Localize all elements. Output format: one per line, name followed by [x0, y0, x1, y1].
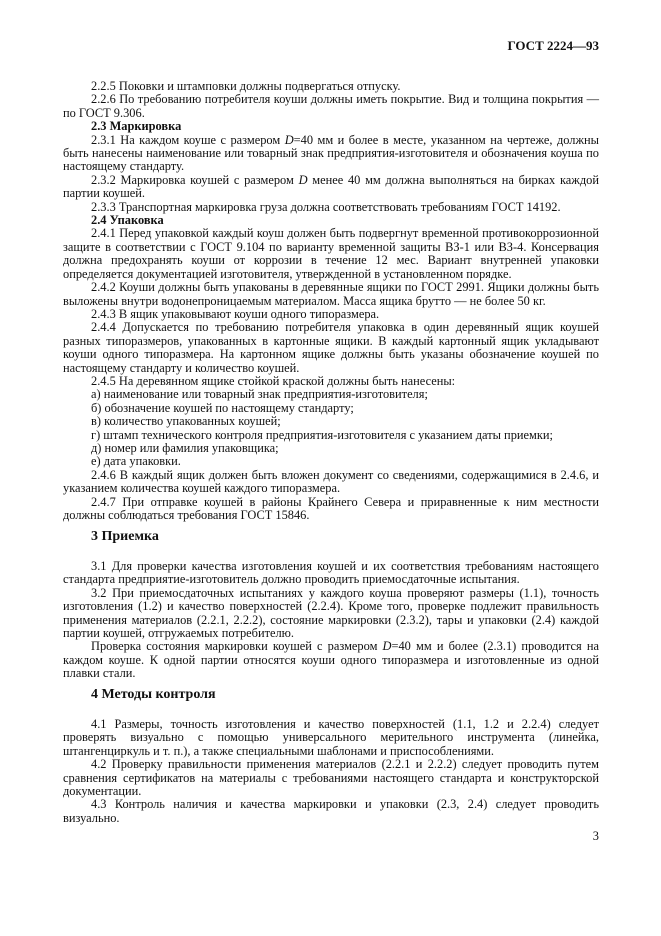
section-4-heading: 4 Методы контроля — [91, 687, 216, 702]
document-header: ГОСТ 2224—93 — [507, 38, 599, 53]
list-item: д) номер или фамилия упаковщика; — [91, 440, 279, 455]
page-number: 3 — [592, 829, 599, 843]
section-4 — [63, 687, 599, 825]
symbol-d: D — [298, 172, 308, 187]
section-2-continued — [63, 80, 599, 522]
paragraph-2-4-7: 2.4.7 При отправке коушей в районы Крайнего Севера и приравненные к ним местности должны соблюдаться требования ГОСТ 15846. — [63, 494, 599, 522]
list-item: в) количество упакованных коушей; — [91, 414, 281, 429]
paragraph-2-3-3: 2.3.3 Транспортная маркировка груза должна соответствовать требованиям ГОСТ 14192. — [91, 199, 561, 214]
paragraph-2-2-5: 2.2.5 Поковки и штамповки должны подвергаться отпуску. — [91, 79, 401, 93]
paragraph-3-1: 3.1 Для проверки качества изготовления коушей и их соответствия требованиям настоящего стандарта предприятие-изготовитель должно проводить приемосдаточные испытания. — [63, 559, 599, 587]
text: =40 мм и более в месте, указанном на чертеже, должны быть нанесены наименование или товарный знак предприятия-изготовителя и обозначения коуша по настоящему стандарту. — [63, 132, 599, 174]
subheading-2-4: 2.4 Упаковка — [91, 213, 164, 228]
paragraph-2-3-2 — [63, 174, 599, 201]
text: =40 мм и более (2.3.1) проводится на каждом коуше. К одной партии относятся коуши одного типоразмера и изготовленные из одной плавки стали. — [63, 639, 599, 681]
paragraph-3-2: 3.2 При приемосдаточных испытаниях у каждого коуша проверяют размеры (1.1), точность изготовления (1.2) и качество поверхностей (2.2.4). Кроме того, проверке подлежит правильность применения материалов (2.2.1, 2.2.2), состояние маркировки (2.3.2), тары и упаковки (2.4) каждой партии коушей, отгружаемых потребителю. — [63, 585, 599, 641]
text: менее 40 мм должна выполняться на бирках каждой партии коушей. — [63, 172, 600, 201]
paragraph-2-4-2: 2.4.2 Коуши должны быть упакованы в деревянные ящики по ГОСТ 2991. Ящики должны быть выложены внутри водонепроницаемым материалом. Масса ящика брутто — не более 50 кг. — [63, 280, 599, 308]
paragraph-2-4-5: 2.4.5 На деревянном ящике стойкой краской должны быть нанесены: — [91, 373, 456, 388]
paragraph-2-4-1: 2.4.1 Перед упаковкой каждый коуш должен быть подвергнут временной противокоррозионной защите в соответствии с ГОСТ 9.104 по варианту временной защиты ВЗ-1 или ВЗ-4. Консервация должна предохранять коуши от коррозии в течение 12 мес. Вариант внутренней упаковки определяется документацией изготовителя, утвержденной в установленном порядке. — [63, 226, 599, 281]
paragraph-3-3 — [63, 640, 599, 680]
list-item: е) дата упаковки. — [91, 454, 181, 469]
subheading-2-3: 2.3 Маркировка — [91, 119, 182, 134]
paragraph-4-3: 4.3 Контроль наличия и качества маркировки и упаковки (2.3, 2.4) следует проводить визуально. — [63, 797, 599, 825]
list-item: а) наименование или товарный знак предприятия-изготовителя; — [91, 387, 428, 402]
paragraph-2-2-6: 2.2.6 По требованию потребителя коуши должны иметь покрытие. Вид и толщина покрытия — по ГОСТ 9.306. — [63, 92, 599, 120]
paragraph-4-2: 4.2 Проверку правильности применения материалов (2.2.1 и 2.2.2) следует проводить путем сравнения сертификатов на материалы с требованиями настоящего стандарта и конструкторской документации. — [63, 757, 599, 799]
paragraph-4-1: 4.1 Размеры, точность изготовления и качество поверхностей (1.1, 1.2 и 2.2.4) следует проверять визуально с помощью универсального мерительного инструмента (линейка, штангенциркуль и т. п.), а также специальными шаблонами и приспособлениями. — [63, 717, 599, 758]
paragraph-2-4-4: 2.4.4 Допускается по требованию потребителя упаковка в один деревянный ящик коушей разных типоразмеров, упакованных в картонные ящики. В каждый картонный ящик укладывают коуши одного типоразмера. На картонном ящике должны быть указаны обозначение коушей по настоящему стандарту и количество коушей. — [63, 320, 599, 375]
section-3 — [63, 529, 599, 681]
paragraph-2-4-3: 2.4.3 В ящик упаковывают коуши одного типоразмера. — [91, 306, 380, 321]
text: 2.3.1 На каждом коуше с размером — [91, 132, 285, 147]
paragraph-2-4-6: 2.4.6 В каждый ящик должен быть вложен документ со сведениями, содержащимися в 2.4.6, и указанием количества коушей каждого типоразмера. — [63, 467, 599, 496]
symbol-d: D — [382, 639, 392, 654]
paragraph-2-3-1 — [63, 134, 599, 174]
section-3-heading: 3 Приемка — [91, 529, 159, 544]
list-item: б) обозначение коушей по настоящему стандарту; — [91, 400, 354, 415]
text: Проверка состояния маркировки коушей с размером — [91, 639, 383, 654]
symbol-d: D — [284, 132, 294, 147]
text: 2.3.2 Маркировка коушей с размером — [91, 172, 299, 187]
list-item: г) штамп технического контроля предприятия-изготовителя с указанием даты приемки; — [91, 427, 553, 442]
